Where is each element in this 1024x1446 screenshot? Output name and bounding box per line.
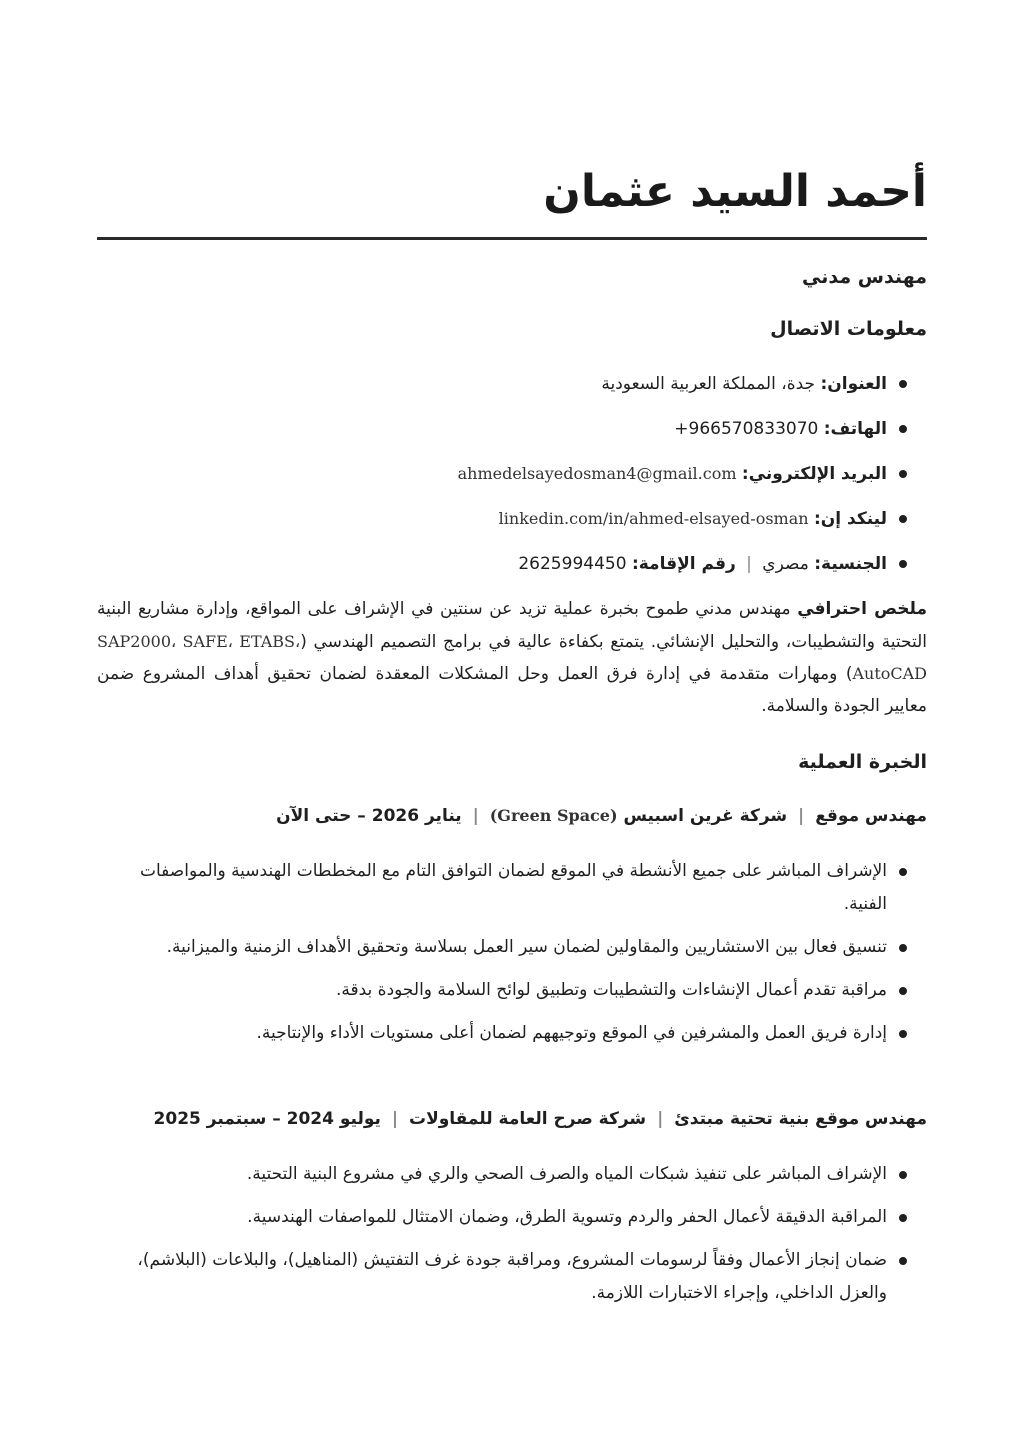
phone-value[interactable]: +966570833070 — [674, 419, 819, 439]
separator: | — [746, 554, 752, 574]
address-label: العنوان: — [820, 374, 887, 394]
list-item: إدارة فريق العمل والمشرفين في الموقع وتوجيههم لضمان أعلى مستويات الأداء والإنتاجية. — [97, 1017, 927, 1050]
list-item: الإشراف المباشر على تنفيذ شبكات المياه والصرف الصحي والري في مشروع البنية التحتية. — [97, 1158, 927, 1191]
contact-heading: معلومات الاتصال — [770, 318, 927, 340]
contact-linkedin — [97, 501, 927, 546]
bullet-icon — [899, 1257, 907, 1265]
residency-value: 2625994450 — [518, 554, 627, 574]
bullet-icon — [899, 470, 907, 478]
job-1-company: شركة غرين اسبيس — [623, 806, 788, 826]
bullet-icon — [899, 987, 907, 995]
separator: | — [657, 1109, 664, 1129]
contact-nationality — [97, 546, 927, 591]
list-item: تنسيق فعال بين الاستشاريين والمقاولين لضمان سير العمل بسلاسة وتحقيق الأهداف الزمنية والميزانية. — [97, 931, 927, 964]
contact-email — [97, 456, 927, 501]
separator: | — [472, 806, 479, 826]
email-label: البريد الإلكتروني: — [741, 464, 887, 484]
bullet-icon — [899, 1030, 907, 1038]
list-item: مراقبة تقدم أعمال الإنشاءات والتشطيبات وتطبيق لوائح السلامة والجودة بدقة. — [97, 974, 927, 1007]
bullet-icon — [899, 944, 907, 952]
list-item: المراقبة الدقيقة لأعمال الحفر والردم وتسوية الطرق، وضمان الامتثال للمواصفات الهندسية. — [97, 1201, 927, 1234]
bullet-icon — [899, 515, 907, 523]
list-item: ضمان إنجاز الأعمال وفقاً لرسومات المشروع، ومراقبة جودة غرف التفتيش (المناهيل)، والبلاعات (البلاشم)، والعزل الداخلي، وإجراء الاختبارات اللازمة. — [97, 1244, 927, 1310]
bullet-icon — [899, 380, 907, 388]
email-link[interactable]: ahmedelsayedosman4@gmail.com — [457, 464, 737, 483]
contact-phone — [97, 411, 927, 456]
nationality-value: مصري — [762, 554, 809, 574]
job-1-role: مهندس موقع — [815, 806, 927, 826]
list-item: الإشراف المباشر على جميع الأنشطة في الموقع لضمان التوافق التام مع المخططات الهندسية والمواصفات الفنية. — [97, 855, 927, 921]
summary-text-start: مهندس مدني طموح بخبرة عملية تزيد عن سنتين في الإشراف على المواقع، وإدارة مشاريع البنية التحتية والتشطيبات، والتحليل الإنشائي. يتمتع بكفاءة عالية في برامج التصميم الهندسي ( — [97, 599, 928, 652]
bullet-icon — [899, 425, 907, 433]
header-divider — [97, 237, 927, 240]
experience-heading: الخبرة العملية — [798, 751, 927, 773]
bullet-icon — [899, 1214, 907, 1222]
job-1-period: يناير 2026 – حتى الآن — [276, 806, 462, 826]
residency-label: رقم الإقامة: — [631, 554, 736, 574]
bullet-icon — [899, 868, 907, 876]
job-1-company-latin: (Green Space) — [489, 806, 618, 825]
linkedin-link[interactable]: linkedin.com/in/ahmed-elsayed-osman — [498, 509, 809, 528]
contact-address — [97, 366, 927, 411]
linkedin-label: لينكد إن: — [813, 509, 887, 529]
contact-list — [97, 366, 927, 591]
job-2-header — [97, 1104, 927, 1134]
job-1-duties — [97, 855, 927, 1060]
separator: | — [391, 1109, 399, 1129]
summary-software: SAP2000، SAFE، ETABS، AutoCAD — [97, 631, 927, 683]
bullet-icon — [899, 560, 907, 568]
nationality-label: الجنسية: — [814, 554, 887, 574]
professional-summary — [97, 594, 927, 722]
summary-label: ملخص احترافي — [797, 599, 927, 619]
job-title: مهندس مدني — [802, 266, 927, 288]
separator: | — [798, 806, 805, 826]
phone-label: الهاتف: — [823, 419, 887, 439]
job-2-duties — [97, 1158, 927, 1320]
job-2-company: شركة صرح العامة للمقاولات — [408, 1109, 647, 1129]
address-value: جدة، المملكة العربية السعودية — [601, 374, 816, 394]
candidate-name: أحمد السيد عثمان — [543, 166, 927, 217]
bullet-icon — [899, 1171, 907, 1179]
job-2-role: مهندس موقع بنية تحتية مبتدئ — [674, 1109, 927, 1129]
job-1-header — [97, 801, 927, 831]
job-2-period: يوليو 2024 – سبتمبر 2025 — [153, 1109, 381, 1129]
summary-text-end: ) ومهارات متقدمة في إدارة فرق العمل وحل المشكلات المعقدة لضمان تحقيق أهداف المشروع ضمن معايير الجودة والسلامة. — [97, 664, 927, 716]
